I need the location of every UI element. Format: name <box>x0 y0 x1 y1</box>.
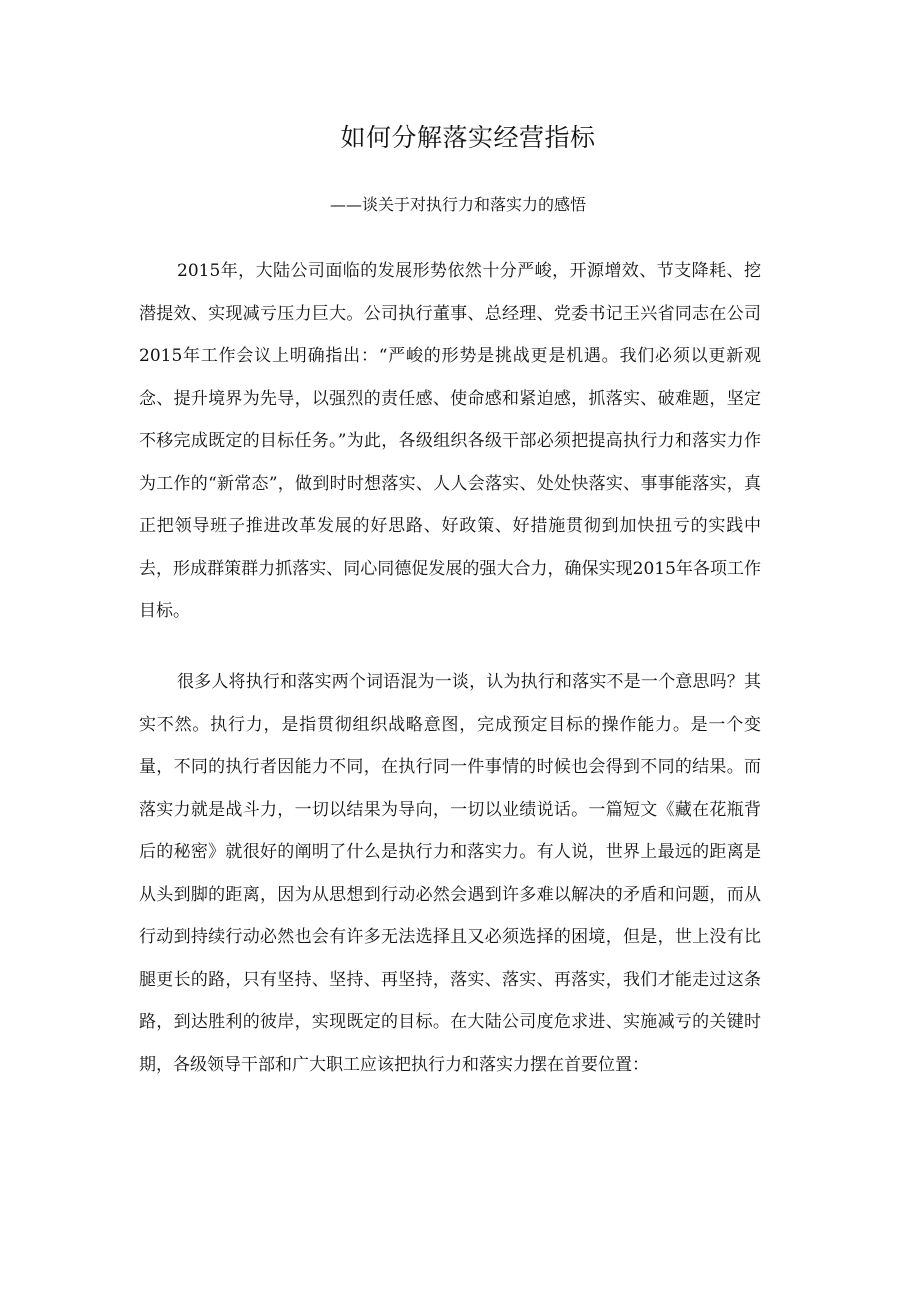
body-paragraph-1: 2015年，大陆公司面临的发展形势依然十分严峻，开源增效、节支降耗、挖潜提效、实现减亏压力巨大。公司执行董事、总经理、党委书记王兴省同志在公司2015年工作会议上明确指出：“严峻的形势是挑战更是机遇。我们必须以更新观念、提升境界为先导，以强烈的责任感、使命感和紧迫感，抓落实、破难题，坚定不移完成既定的目标任务。”为此，各级组织各级干部必须把提高执行力和落实力作为工作的“新常态”，做到时时想落实、人人会落实、处处快落实、事事能落实，真正把领导班子推进改革发展的好思路、好政策、好措施贯彻到加快扭亏的实践中去，形成群策群力抓落实、同心同德促发展的强大合力，确保实现2015年各项工作目标。 <box>139 261 761 621</box>
document-title: 如何分解落实经营指标 <box>340 123 596 152</box>
body-paragraph-2: 很多人将执行和落实两个词语混为一谈，认为执行和落实不是一个意思吗？其实不然。执行力，是指贯彻组织战略意图，完成预定目标的操作能力。是一个变量，不同的执行者因能力不同，在执行同一件事情的时候也会得到不同的结果。而落实力就是战斗力，一切以结果为导向，一切以业绩说话。一篇短文《藏在花瓶背后的秘密》就很好的阐明了什么是执行力和落实力。有人说，世界上最远的距离是从头到脚的距离，因为从思想到行动必然会遇到许多难以解决的矛盾和问题，而从行动到持续行动必然也会有许多无法选择且又必须选择的困境，但是，世上没有比腿更长的路，只有坚持、坚持、再坚持，落实、落实、再落实，我们才能走过这条路，到达胜利的彼岸，实现既定的目标。在大陆公司度危求进、实施减亏的关键时期，各级领导干部和广大职工应该把执行力和落实力摆在首要位置： <box>139 672 761 1075</box>
document-subtitle: ——谈关于对执行力和落实力的感悟 <box>330 195 587 214</box>
